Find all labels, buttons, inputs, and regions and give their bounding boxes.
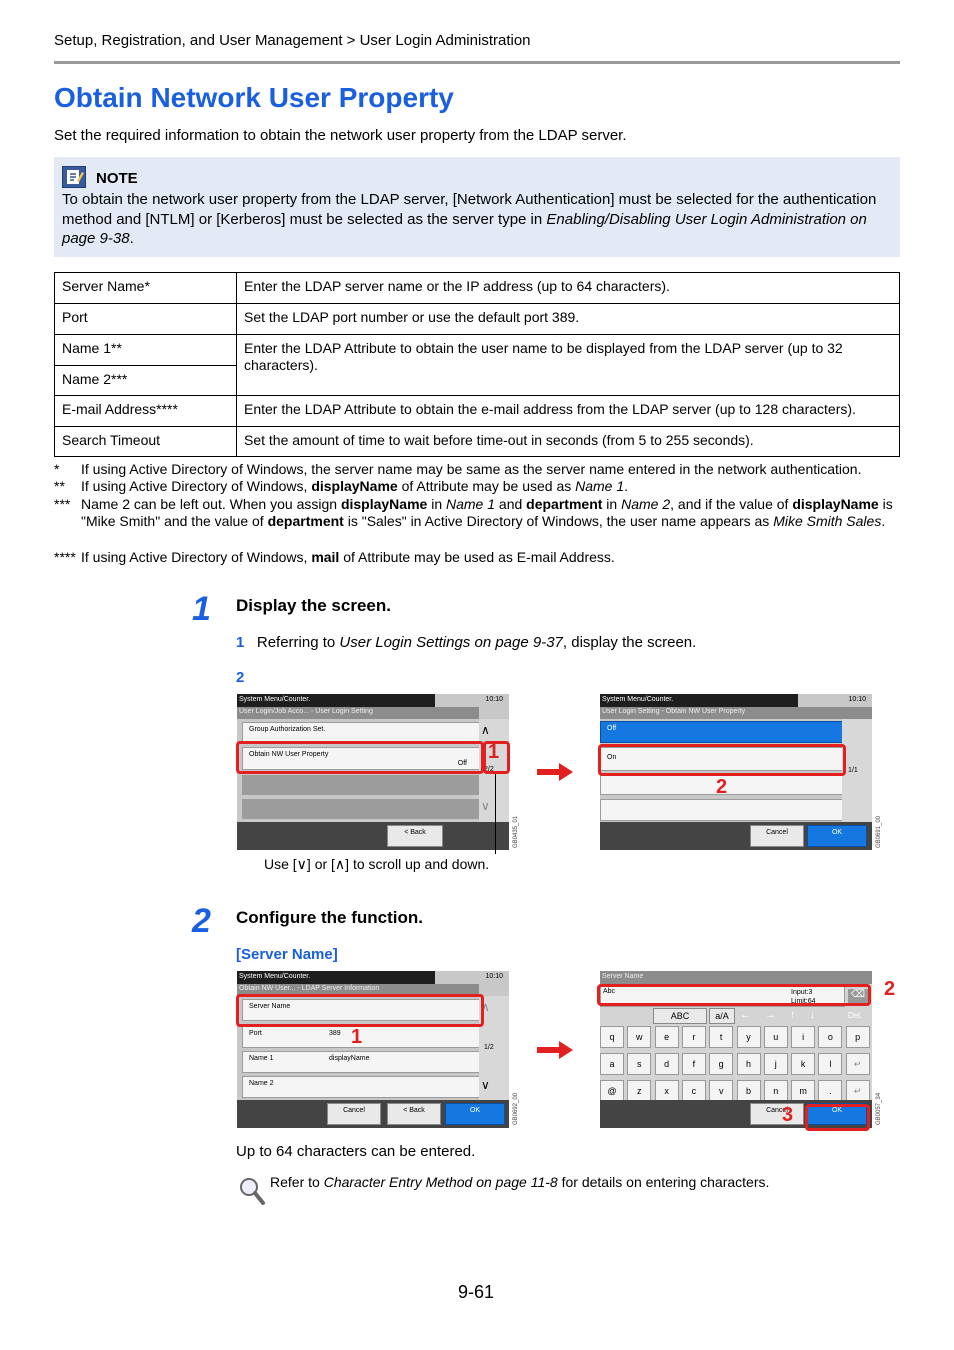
key-h[interactable]: h [737,1053,761,1075]
page: Setup, Registration, and User Management > User Login Administration Obtain Network User Property Set the required information to obtain the network user property from the LDAP server. NOTE To obtain the network user property from the LDAP server, [Network Authentication] must be selected for the authentication method and [NTLM] or [Kerberos] must be selected as the server type in Enabling/Disabling User Login Administration on page 9-38. Server Name* Enter the LDAP server name or the IP address (up to 64 characters). Port Set the LDAP port number or use the default port 389. Name 1** Enter the LDAP Attribute to obtain the user name to be displayed from the LDAP server (up to 32 characters). Name 2*** E-mail Address**** Enter the LDAP Attribute to obtain the e-mail address from the LDAP server (up to 128 characters). Search Timeout Set the amount of time to wait before time-out in seconds (from 5 to 255 seconds). * If using Active Directory of Windows, the server name may be same as the server name entered in the network authentication. ** If using Active Directory of Windows, displayName of Attribute may be used as Name 1. *** Name 2 can be left out. When you assign displayName in Name 1 and department in Name 2, and if the value of displayName is "Mike Smith" and the value of department is "Sales" in Active Directory of Windows, the user name appears as Mike Smith Sales. **** If using Active Directory of Windows, mail of Attribute may be used as E-mail Address. 1 Display the screen. 1 Referring to User Login Settings on page 9-37, display the screen. 2 System Menu/Counter. 10:10 User Login/Job Acco... - User Login Setting Group Authorization Set. Obtain NW User Property Off ∧ 2/2 ∨ < Back GB0435_01 1 Use [∨] or [∧] to scroll up and down. System Menu/Counter. 10:10 User Login Setting - Obtain NW User Property Off On 1/1 Cancel OK GB0691_00 2 2 Configure the function. [Server Name] System Menu/Counter. 10:10 Obtain NW User... - LDAP Server Information Server Name Port 389 Name 1 displayName Name 2 ∧ 1/2 ∨ Cancel < Back OK GB0692_00 1 Server Name Abc Input:3 Limit:64 ⌫ ABC a/A ←→↑↓ Del. q w e r t y u i o p a s d f g h j k l @ z x c v b n m . ↵ ↵ Cancel OK GB0057_34 2 3 Up to 64 characters can be entered. Refer to Character Entry Method on page 11-8 for details on entering characters. 9-61 [0,0,954,1350]
screen-breadcrumb: Obtain NW User... - LDAP Server Information [237,984,479,996]
ok-button[interactable]: OK [807,1103,867,1125]
table-key: Server Name* [55,273,237,304]
key-v[interactable]: v [709,1080,733,1102]
scroll-down-icon[interactable]: ∨ [481,1078,490,1092]
key-period[interactable]: . [818,1080,842,1102]
key-j[interactable]: j [764,1053,788,1075]
table-row [55,273,900,304]
highlight-box [236,994,484,1027]
enter-key-icon[interactable]: ↵ [846,1080,870,1102]
step-title: Display the screen. [236,596,391,615]
case-toggle-button[interactable]: a/A [709,1008,735,1024]
intro-text: Set the required information to obtain the network user property from the LDAP server. [54,127,627,144]
caption-text: Up to 64 characters can be entered. [236,1143,476,1160]
table-key: E-mail Address**** [55,396,237,427]
screen-title: Server Name [600,971,872,984]
backspace-icon[interactable]: ⌫ [848,989,868,1003]
page-indicator: 1/1 [848,767,858,774]
empty-row [242,775,480,795]
highlight-box [598,744,846,776]
key-f[interactable]: f [682,1053,706,1075]
key-g[interactable]: g [709,1053,733,1075]
arrow-icon [537,767,573,777]
key-s[interactable]: s [627,1053,651,1075]
screen-footer [600,822,872,850]
empty-row [600,799,843,821]
scroll-down-icon[interactable]: ∨ [481,799,490,813]
port-field[interactable]: Port 389 [242,1026,480,1048]
highlight-box [597,984,871,1006]
back-button[interactable]: < Back [387,825,443,847]
section-label: [Server Name] [236,946,338,963]
table-key: Name 1** [55,335,237,366]
page-indicator: 1/2 [484,1044,494,1051]
table-value: Enter the LDAP Attribute to obtain the user name to be displayed from the LDAP server (up to 32 characters). [237,335,900,396]
table-value: Set the amount of time to wait before time-out in seconds (from 5 to 255 seconds). [237,427,900,457]
page-indicator: 2/2 [484,766,494,773]
screen-breadcrumb: User Login/Job Acco... - User Login Setting [237,707,479,719]
table-key: Search Timeout [55,427,237,457]
ok-button[interactable]: OK [445,1103,505,1125]
enter-key-icon[interactable]: ↵ [846,1053,870,1075]
key-b[interactable]: b [737,1080,761,1102]
note-label: NOTE [96,170,138,187]
cancel-button[interactable]: Cancel [750,825,804,847]
obtain-nw-property-row[interactable]: Obtain NW User Property Off [242,747,480,770]
reference-text: Refer to Character Entry Method on page 11-8 for details on entering characters. [270,1174,770,1190]
key-e[interactable]: e [655,1026,679,1048]
cancel-button[interactable]: Cancel [750,1103,804,1125]
key-a[interactable]: a [600,1053,624,1075]
note-icon [62,166,86,188]
breadcrumb: Setup, Registration, and User Management > User Login Administration [54,32,531,49]
key-w[interactable]: w [627,1026,651,1048]
key-m[interactable]: m [791,1080,815,1102]
screen-footer [237,822,509,850]
screen-title: System Menu/Counter. [237,694,435,707]
group-authorization-row[interactable]: Group Authorization Set. [242,722,480,742]
leader-line [495,774,496,854]
name2-field[interactable]: Name 2 [242,1076,480,1098]
key-y[interactable]: y [737,1026,761,1048]
key-i[interactable]: i [791,1026,815,1048]
scroll-up-icon[interactable]: ∧ [481,723,490,737]
key-d[interactable]: d [655,1053,679,1075]
table-row [55,335,900,366]
callout-number: 3 [782,1104,794,1126]
key-o[interactable]: o [818,1026,842,1048]
highlight-box [236,741,484,774]
page-title: Obtain Network User Property [54,82,454,113]
empty-row [242,799,480,819]
note-text: To obtain the network user property from the LDAP server, [Network Authentication] must be selected for the authentication method and [NTLM] or [Kerberos] must be selected as the server type in Enabling/Disabling User Login Administration on page 9-38. [62,191,877,247]
key-c[interactable]: c [682,1080,706,1102]
screen-title: System Menu/Counter. [237,971,435,984]
step-number: 1 [192,590,211,628]
screen-title: System Menu/Counter. [600,694,798,707]
ok-button[interactable]: OK [807,825,867,847]
key-t[interactable]: t [709,1026,733,1048]
scroll-panel [842,719,872,822]
figure-code: GB0691_00 [876,815,882,848]
screen-footer [237,1100,509,1128]
step-title: Configure the function. [236,908,423,927]
arrow-icon [537,1045,573,1055]
key-x[interactable]: x [655,1080,679,1102]
server-name-field[interactable]: Server Name [242,999,480,1021]
table-key: Name 2*** [55,366,237,396]
header-divider [54,61,900,64]
back-button[interactable]: < Back [387,1103,441,1125]
callout-number: 1 [351,1026,363,1048]
table-value: Enter the LDAP Attribute to obtain the e-mail address from the LDAP server (up to 128 characters). [237,396,900,427]
option-off[interactable]: Off [600,721,843,743]
key-k[interactable]: k [791,1053,815,1075]
key-r[interactable]: r [682,1026,706,1048]
note-box [54,157,900,257]
page-number: 9-61 [458,1282,495,1302]
magnifier-icon [238,1176,266,1208]
cancel-button[interactable]: Cancel [327,1103,381,1125]
highlight-box [805,1104,870,1131]
clock: 10:10 [485,696,503,703]
table-value: Set the LDAP port number or use the default port 389. [237,304,900,335]
option-on[interactable]: On [600,747,843,771]
step-number: 2 [192,902,211,940]
name1-field[interactable]: Name 1 displayName [242,1051,480,1073]
key-q[interactable]: q [600,1026,624,1048]
screen-breadcrumb: User Login Setting - Obtain NW User Property [600,707,872,719]
table-row [55,427,900,457]
key-u[interactable]: u [764,1026,788,1048]
figure-code: GB0692_00 [513,1092,519,1125]
callout-number: 1 [488,741,500,763]
clock: 10:10 [848,696,866,703]
key-at[interactable]: @ [600,1080,624,1102]
delete-key[interactable]: Del. [848,1011,863,1020]
substep-number: 2 [236,669,245,686]
cursor-arrows-icon[interactable]: ←→↑↓ [740,1009,829,1021]
scroll-caption: Use [∨] or [∧] to scroll up and down. [264,856,490,872]
substep: 1 Referring to User Login Settings on page 9-37, display the screen. [236,634,697,651]
scroll-up-icon[interactable]: ∧ [481,1000,490,1014]
key-z[interactable]: z [627,1080,651,1102]
settings-table [54,272,900,457]
table-key: Port [55,304,237,335]
figure-code: GB0057_34 [876,1092,882,1125]
table-row [55,304,900,335]
abc-mode-button[interactable]: ABC [653,1008,707,1024]
figure-code: GB0435_01 [513,815,519,848]
callout-number: 2 [716,776,728,798]
key-l[interactable]: l [818,1053,842,1075]
text-entry-field[interactable]: Abc Input:3 Limit:64 [600,985,845,1007]
callout-number: 2 [884,978,896,1000]
table-row [55,396,900,427]
key-n[interactable]: n [764,1080,788,1102]
key-p[interactable]: p [846,1026,870,1048]
table-value: Enter the LDAP server name or the IP address (up to 64 characters). [237,273,900,304]
note-reference: Enabling/Disabling User Login Administration on page 9-38 [62,210,867,247]
clock: 10:10 [485,973,503,980]
